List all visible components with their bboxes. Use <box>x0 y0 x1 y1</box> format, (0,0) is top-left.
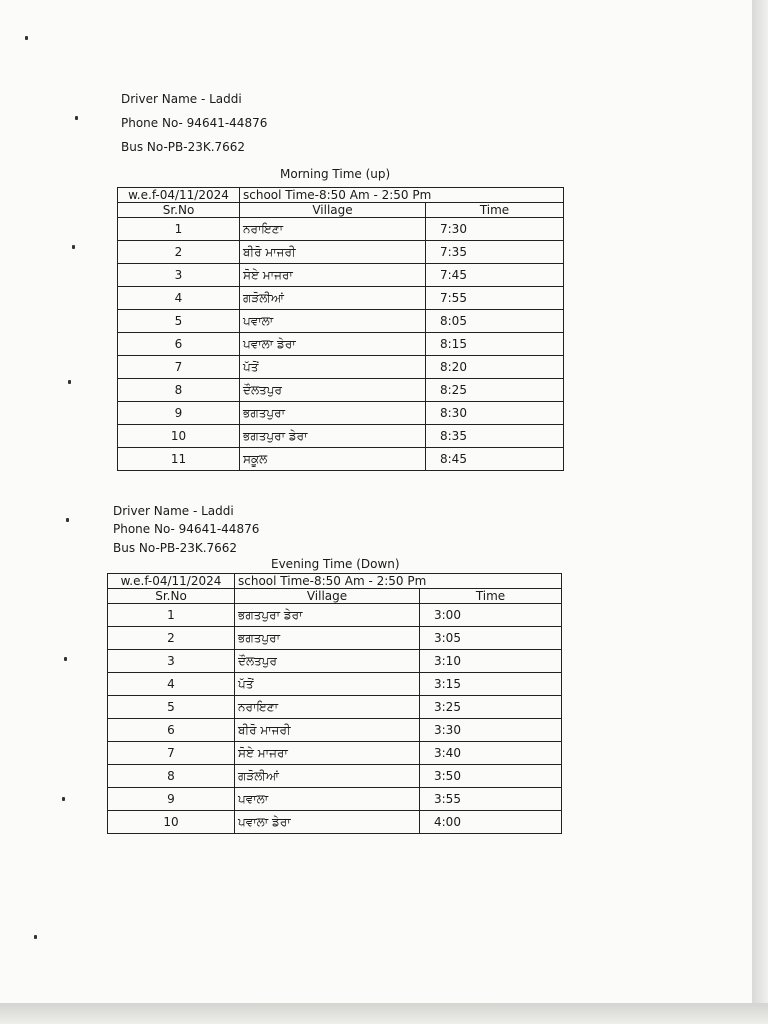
village-name-cell: ਨਰਾਇਣਾ <box>240 218 426 241</box>
village-name-cell: ਬੀਰੋ ਮਾਜਰੀ <box>240 241 426 264</box>
village-name-cell: ਬੀਰੋ ਮਾਜਰੀ <box>235 719 420 742</box>
evening-driver-name: Driver Name - Laddi <box>113 504 234 518</box>
time-cell: 3:25 <box>420 696 562 719</box>
time-cell: 8:35 <box>426 425 564 448</box>
evening-header-time: Time <box>420 589 562 604</box>
evening-schedule-table <box>107 573 562 834</box>
table-row <box>118 333 564 356</box>
sr-number-cell: 5 <box>118 310 240 333</box>
sr-number-cell: 4 <box>108 673 235 696</box>
morning-header-village: Village <box>240 203 426 218</box>
time-cell: 3:05 <box>420 627 562 650</box>
time-cell: 3:10 <box>420 650 562 673</box>
time-cell: 8:15 <box>426 333 564 356</box>
table-row <box>118 425 564 448</box>
time-cell: 7:35 <box>426 241 564 264</box>
paper-speck <box>25 36 28 40</box>
time-cell: 3:50 <box>420 765 562 788</box>
table-row <box>108 627 562 650</box>
morning-table-title: Morning Time (up) <box>280 167 391 181</box>
table-row <box>108 811 562 834</box>
village-name-cell: ਭਗਤਪੁਰਾ ਡੇਰਾ <box>240 425 426 448</box>
morning-wef-date: w.e.f-04/11/2024 <box>118 188 240 203</box>
village-name-cell: ਭਗਤਪੁਰਾ <box>240 402 426 425</box>
sr-number-cell: 8 <box>118 379 240 402</box>
village-name-cell: ਗੜੋਲੀਆਂ <box>240 287 426 310</box>
sr-number-cell: 5 <box>108 696 235 719</box>
table-row <box>108 742 562 765</box>
table-row <box>118 241 564 264</box>
table-row <box>108 765 562 788</box>
table-row <box>118 264 564 287</box>
village-name-cell: ਭਗਤਪੁਰਾ ਡੇਰਾ <box>235 604 420 627</box>
paper-speck <box>64 657 67 661</box>
paper-speck <box>75 116 78 120</box>
page-bottom-shadow <box>0 1003 768 1024</box>
village-name-cell: ਪਵਾਲਾ ਡੇਰਾ <box>240 333 426 356</box>
sr-number-cell: 9 <box>108 788 235 811</box>
morning-driver-name: Driver Name - Laddi <box>121 92 242 106</box>
time-cell: 8:05 <box>426 310 564 333</box>
evening-table-body <box>108 604 562 834</box>
sr-number-cell: 6 <box>118 333 240 356</box>
table-row <box>118 287 564 310</box>
table-row <box>108 788 562 811</box>
sr-number-cell: 10 <box>108 811 235 834</box>
paper-speck <box>68 380 71 384</box>
time-cell: 7:45 <box>426 264 564 287</box>
village-name-cell: ਪਵਾਲਾ <box>235 788 420 811</box>
evening-header-srno: Sr.No <box>108 589 235 604</box>
village-name-cell: ਪਵਾਲਾ <box>240 310 426 333</box>
village-name-cell: ਦੌਲਤਪੁਰ <box>235 650 420 673</box>
evening-header-village: Village <box>235 589 420 604</box>
paper-speck <box>72 245 75 249</box>
evening-bus-number: Bus No-PB-23K.7662 <box>113 541 238 555</box>
time-cell: 3:30 <box>420 719 562 742</box>
time-cell: 7:55 <box>426 287 564 310</box>
time-cell: 3:55 <box>420 788 562 811</box>
sr-number-cell: 1 <box>118 218 240 241</box>
sr-number-cell: 7 <box>118 356 240 379</box>
time-cell: 3:40 <box>420 742 562 765</box>
village-name-cell: ਪੱਤੋਂ <box>240 356 426 379</box>
time-cell: 8:20 <box>426 356 564 379</box>
time-cell: 4:00 <box>420 811 562 834</box>
sr-number-cell: 1 <box>108 604 235 627</box>
time-cell: 8:25 <box>426 379 564 402</box>
village-name-cell: ਨਰਾਇਣਾ <box>235 696 420 719</box>
sr-number-cell: 7 <box>108 742 235 765</box>
evening-phone-number: Phone No- 94641-44876 <box>113 522 260 536</box>
morning-school-time: school Time-8:50 Am - 2:50 Pm <box>240 188 564 203</box>
morning-header-time: Time <box>426 203 564 218</box>
paper-speck <box>66 518 69 522</box>
village-name-cell: ਸੋਏ ਮਾਜਰਾ <box>235 742 420 765</box>
table-row <box>108 604 562 627</box>
time-cell: 3:00 <box>420 604 562 627</box>
time-cell: 7:30 <box>426 218 564 241</box>
morning-bus-number: Bus No-PB-23K.7662 <box>121 140 246 154</box>
table-row <box>108 673 562 696</box>
table-row <box>108 696 562 719</box>
table-row <box>108 650 562 673</box>
village-name-cell: ਪਵਾਲਾ ਡੇਰਾ <box>235 811 420 834</box>
table-row <box>118 310 564 333</box>
village-name-cell: ਦੌਲਤਪੁਰ <box>240 379 426 402</box>
time-cell: 3:15 <box>420 673 562 696</box>
morning-header-srno: Sr.No <box>118 203 240 218</box>
page-edge-shadow <box>752 0 768 1024</box>
time-cell: 8:45 <box>426 448 564 471</box>
table-row <box>118 356 564 379</box>
village-name-cell: ਸਕੂਲ <box>240 448 426 471</box>
sr-number-cell: 6 <box>108 719 235 742</box>
village-name-cell: ਭਗਤਪੁਰਾ <box>235 627 420 650</box>
time-cell: 8:30 <box>426 402 564 425</box>
morning-schedule-table <box>117 187 564 471</box>
sr-number-cell: 4 <box>118 287 240 310</box>
sr-number-cell: 8 <box>108 765 235 788</box>
table-row <box>118 218 564 241</box>
table-row <box>118 402 564 425</box>
sr-number-cell: 10 <box>118 425 240 448</box>
sr-number-cell: 9 <box>118 402 240 425</box>
sr-number-cell: 11 <box>118 448 240 471</box>
village-name-cell: ਸੋਏ ਮਾਜਰਾ <box>240 264 426 287</box>
table-row <box>118 448 564 471</box>
evening-school-time: school Time-8:50 Am - 2:50 Pm <box>235 574 562 589</box>
evening-table-title: Evening Time (Down) <box>271 557 400 571</box>
evening-wef-date: w.e.f-04/11/2024 <box>108 574 235 589</box>
sr-number-cell: 3 <box>118 264 240 287</box>
village-name-cell: ਪੱਤੋਂ <box>235 673 420 696</box>
sr-number-cell: 2 <box>118 241 240 264</box>
table-row <box>118 379 564 402</box>
table-row <box>108 719 562 742</box>
morning-table-body <box>118 218 564 471</box>
sr-number-cell: 3 <box>108 650 235 673</box>
paper-speck <box>34 935 37 939</box>
village-name-cell: ਗੜੋਲੀਆਂ <box>235 765 420 788</box>
sr-number-cell: 2 <box>108 627 235 650</box>
morning-phone-number: Phone No- 94641-44876 <box>121 116 268 130</box>
paper-speck <box>62 797 65 801</box>
